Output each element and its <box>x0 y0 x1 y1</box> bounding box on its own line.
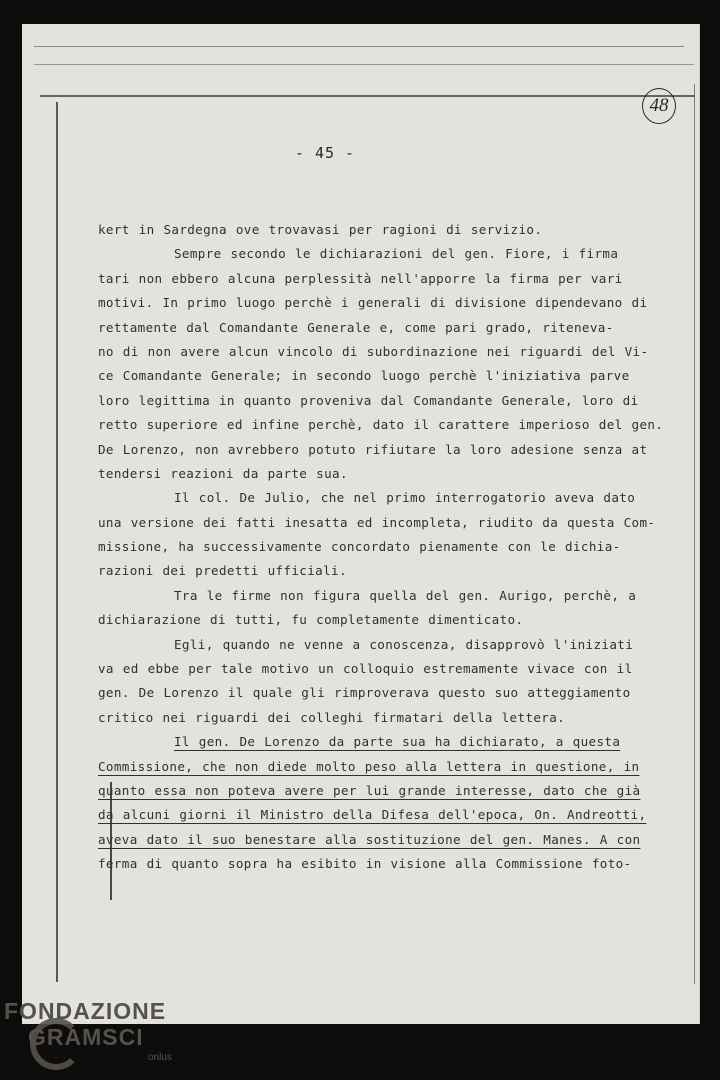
text-line: gen. De Lorenzo il quale gli rimproverava questo suo atteggiamento <box>98 685 631 701</box>
archive-watermark-logo <box>4 998 172 1063</box>
underlined-text-line: Il gen. De Lorenzo da parte sua ha dichiarato, a questa <box>174 734 621 750</box>
text-line: critico nei riguardi dei colleghi firmatari della lettera. <box>98 709 566 725</box>
text-line: una versione dei fatti inesatta ed incompleta, riudito da questa Com- <box>98 514 656 530</box>
text-line: Egli, quando ne venne a conoscenza, disapprovò l'iniziati <box>174 636 634 652</box>
frame-top-rule <box>40 95 695 97</box>
body-text <box>98 218 664 877</box>
text-line: Tra le firme non figura quella del gen. Aurigo, perchè, a <box>174 587 637 603</box>
underlined-text-line: quanto essa non poteva avere per lui grande interesse, dato che già <box>98 782 641 798</box>
text-line: retto superiore ed infine perchè, dato il carattere imperioso del gen. <box>98 417 664 433</box>
underlined-text-line: Commissione, che non diede molto peso alla lettera in questione, in <box>98 758 640 774</box>
underlined-text-line: da alcuni giorni il Ministro della Difesa dell'epoca, On. Andreotti, <box>98 807 647 823</box>
logo-ring-icon <box>30 1018 82 1070</box>
frame-right-rule <box>694 84 695 984</box>
logo-line2: GRAMSCI <box>28 1024 144 1050</box>
text-line: motivi. In primo luogo perchè i generali di divisione dipendevano di <box>98 295 648 311</box>
text-line: Sempre secondo le dichiarazioni del gen. Fiore, i firma <box>174 246 619 262</box>
text-line: no di non avere alcun vincolo di subordinazione nei riguardi del Vi- <box>98 343 649 359</box>
text-line: rettamente dal Comandante Generale e, come pari grado, riteneva- <box>98 319 614 335</box>
top-rule <box>34 46 684 47</box>
text-line: dichiarazione di tutti, fu completamente dimenticato. <box>98 612 524 628</box>
text-line: tendersi reazioni da parte sua. <box>98 465 348 481</box>
text-line: tari non ebbero alcuna perplessità nell'apporre la firma per vari <box>98 270 623 286</box>
underlined-text-line: aveva dato il suo benestare alla sostituzione del gen. Manes. A con <box>98 831 641 847</box>
text-line: ferma di quanto sopra ha esibito in visione alla Commissione foto- <box>98 856 632 872</box>
text-line: ce Comandante Generale; in secondo luogo perchè l'iniziativa parve <box>98 368 630 384</box>
logo-line3: onlus <box>148 1052 172 1063</box>
text-line: kert in Sardegna ove trovavasi per ragioni di servizio. <box>98 222 543 237</box>
text-line: missione, ha successivamente concordato pienamente con le dichia- <box>98 539 621 555</box>
text-line: Il col. De Julio, che nel primo interrogatorio aveva dato <box>174 490 636 506</box>
text-line: razioni dei predetti ufficiali. <box>98 563 347 579</box>
text-line: De Lorenzo, non avrebbero potuto rifiutare la loro adesione senza at <box>98 441 648 457</box>
frame-left-rule <box>56 102 58 982</box>
top-rule <box>34 64 694 65</box>
text-line: va ed ebbe per tale motivo un colloquio estremamente vivace con il <box>98 661 633 677</box>
folio-mark: 48 <box>642 88 676 124</box>
page-number: - 45 - <box>294 144 356 162</box>
logo-line1: FONDAZIONE <box>4 998 167 1024</box>
text-line: loro legittima in quanto proveniva dal Comandante Generale, loro di <box>98 392 639 408</box>
